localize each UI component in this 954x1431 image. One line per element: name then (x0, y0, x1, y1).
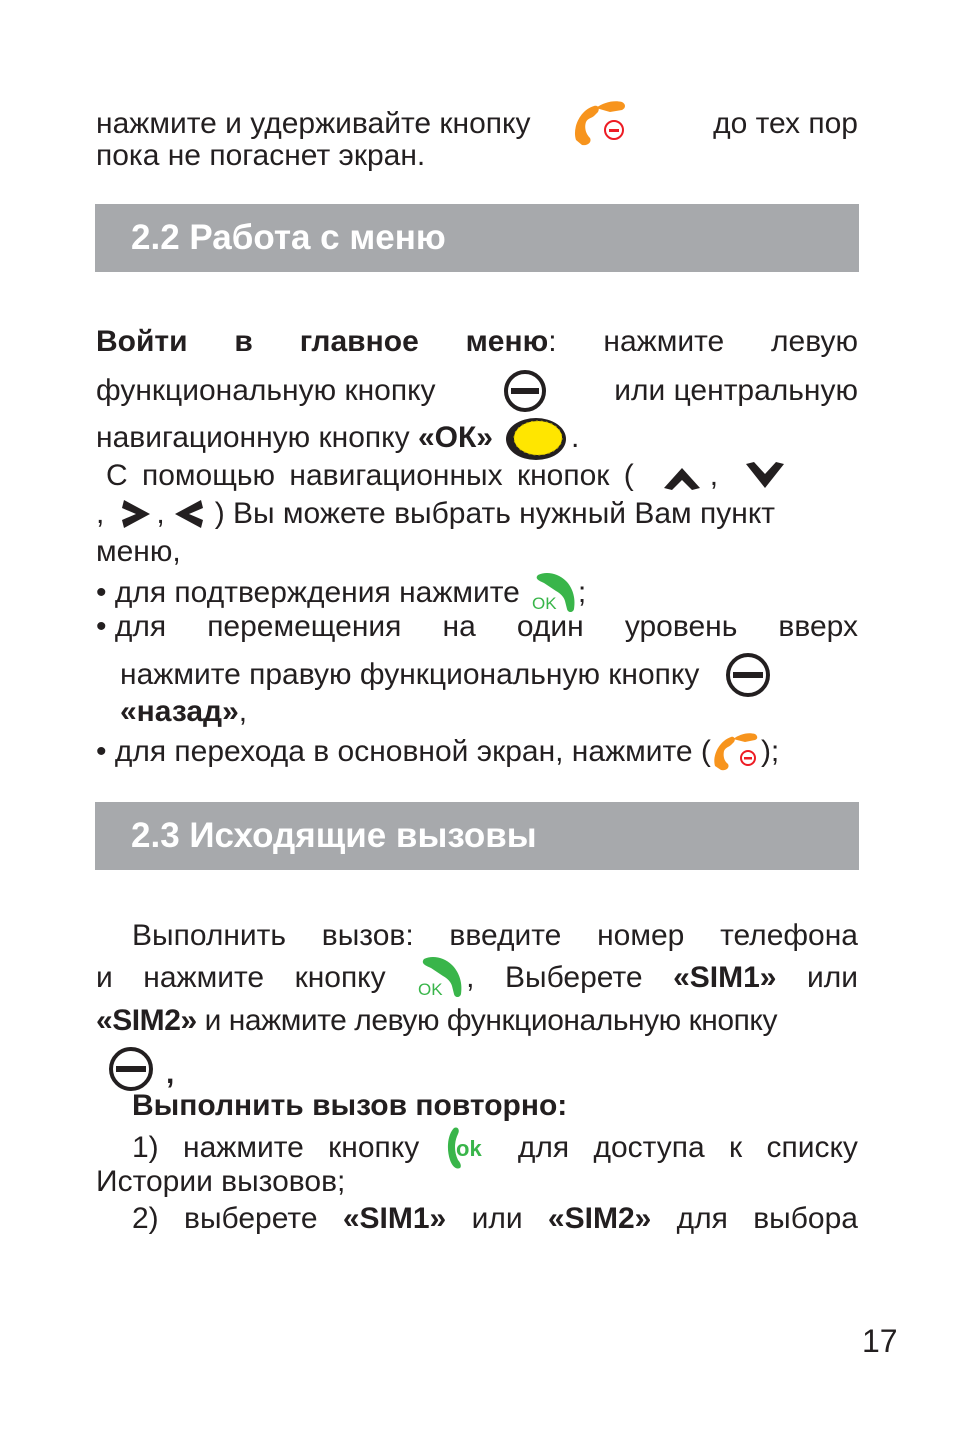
call-l2-comma: , (466, 961, 475, 994)
call-l2-w3: кнопку (294, 961, 386, 994)
bullet-up-level-2-text: нажмите правую функциональную кнопку (120, 658, 700, 691)
soft-key-minus-icon (106, 1046, 156, 1092)
bullet-home-end: ); (760, 735, 780, 768)
enter-menu-word-4: меню: (465, 325, 557, 358)
call-l2-icon-group (416, 955, 474, 1001)
nav-line-2 (96, 496, 858, 532)
step1-w2: нажмите (183, 1131, 304, 1164)
call-line-4 (106, 1048, 868, 1090)
call-l1-w3: введите (449, 919, 562, 952)
enter-menu-word-3: главное (299, 325, 419, 358)
section-header-2-2 (95, 204, 859, 272)
call-l2-w1: и (96, 961, 113, 994)
bullet-up-w2: перемещения (207, 610, 402, 643)
call-l3-sim2: «SIM2» (96, 1004, 197, 1037)
enter-menu-line-2a: функциональную кнопку (96, 374, 436, 407)
enter-menu-line-3-end: . (570, 421, 580, 454)
step1-w1: 1) (132, 1131, 159, 1164)
end-call-icon (711, 732, 761, 772)
nav-comma-0: , (96, 497, 105, 530)
bullet-up-level (96, 609, 858, 645)
bullet-home (96, 732, 858, 772)
section-title: 2.2 Работа с меню (131, 218, 446, 257)
back-label: «назад» (120, 695, 239, 728)
nav-line-3: меню, (96, 535, 181, 568)
enter-menu-word-6: левую (771, 325, 858, 358)
nav-line-1a: С помощью навигационных кнопок ( (106, 459, 634, 492)
bullet-confirm-text: • для подтверждения нажмите (96, 576, 520, 609)
step2-w3: или (471, 1202, 523, 1235)
step2-sim2: «SIM2» (547, 1202, 652, 1235)
step2-w4: для (676, 1202, 728, 1235)
step-1-line-2: Истории вызовов; (96, 1165, 346, 1198)
bullet-back-line (120, 694, 858, 730)
call-line-3 (96, 1003, 858, 1039)
enter-menu-line-3 (96, 418, 858, 458)
step2-w1: 2) (132, 1202, 159, 1235)
step1-w4: для (517, 1131, 570, 1164)
svg-text:OK: OK (531, 594, 557, 613)
soft-key-minus-icon (501, 368, 549, 414)
nav-line-2b: ) Вы можете выбрать нужный Вам пункт (214, 497, 776, 530)
intro-line-2: пока не погаснет экран. (96, 139, 426, 172)
enter-menu-word-5: нажмите (603, 325, 725, 358)
enter-menu-line-2b: или центральную (614, 374, 858, 407)
back-label-end: , (238, 695, 248, 728)
page-number: 17 (862, 1323, 898, 1359)
nav-comma-1: , (709, 459, 719, 492)
bullet-up-w4: один (516, 610, 584, 643)
bullet-up-w6: вверх (778, 610, 858, 643)
intro-tail: до тех пор (713, 107, 858, 140)
call-l1-w2: вызов: (321, 919, 414, 952)
enter-menu-line-2 (96, 371, 858, 411)
section-title: 2.3 Исходящие вызовы (131, 816, 537, 855)
bullet-up-w1: • для (96, 610, 167, 643)
chevron-up-icon (660, 460, 704, 492)
step1-w3: кнопку (328, 1131, 420, 1164)
nav-line-1 (106, 458, 858, 494)
step1-w6: к (729, 1131, 743, 1164)
call-l3-rest: и нажмите левую функциональную кнопку (196, 1004, 777, 1037)
nav-comma-2: , (156, 497, 165, 530)
svg-text:ok: ok (455, 1136, 482, 1161)
enter-menu-word-1: Войти (96, 325, 188, 358)
call-l1-w5: телефона (720, 919, 858, 952)
bullet-confirm-end: ; (577, 576, 587, 609)
call-l2-w4: Выберете (505, 961, 643, 994)
step2-sim1: «SIM1» (342, 1202, 447, 1235)
enter-menu-word-2: в (234, 325, 253, 358)
soft-key-minus-icon (723, 652, 773, 698)
enter-menu-line-3a: навигационную кнопку (96, 421, 418, 454)
bullet-up-level-2 (120, 654, 858, 696)
bullet-up-w5: уровень (624, 610, 738, 643)
redial-heading: Выполнить вызов повторно: (132, 1089, 568, 1122)
section-header-2-3 (95, 802, 859, 870)
enter-menu-line-1 (96, 324, 858, 360)
chevron-down-icon (742, 460, 788, 492)
call-line-1 (132, 918, 858, 954)
step2-w5: выбора (753, 1202, 858, 1235)
bullet-up-w3: на (442, 610, 476, 643)
step-2-line (132, 1201, 858, 1237)
call-l2-w5: или (806, 961, 858, 994)
call-line-2 (96, 955, 858, 1001)
step2-w2: выберете (184, 1202, 318, 1235)
bullet-home-text: • для перехода в основной экран, нажмите ( (96, 735, 711, 768)
svg-text:OK: OK (418, 980, 443, 999)
ok-label: «ОК» (417, 421, 493, 454)
ok-button-icon (505, 414, 571, 462)
call-icon (416, 955, 466, 1001)
step1-w7: списку (766, 1131, 858, 1164)
intro-text: нажмите и удерживайте кнопку (96, 107, 531, 140)
chevron-right-icon (120, 496, 156, 532)
call-l2-w2: нажмите (143, 961, 265, 994)
call-l1-w1: Выполнить (132, 919, 287, 952)
call-l1-w4: номер (597, 919, 685, 952)
chevron-left-icon (169, 496, 205, 532)
step1-w5: доступа (593, 1131, 705, 1164)
call-l4-comma: , (166, 1057, 175, 1090)
call-l2-sim1: «SIM1» (673, 961, 777, 994)
